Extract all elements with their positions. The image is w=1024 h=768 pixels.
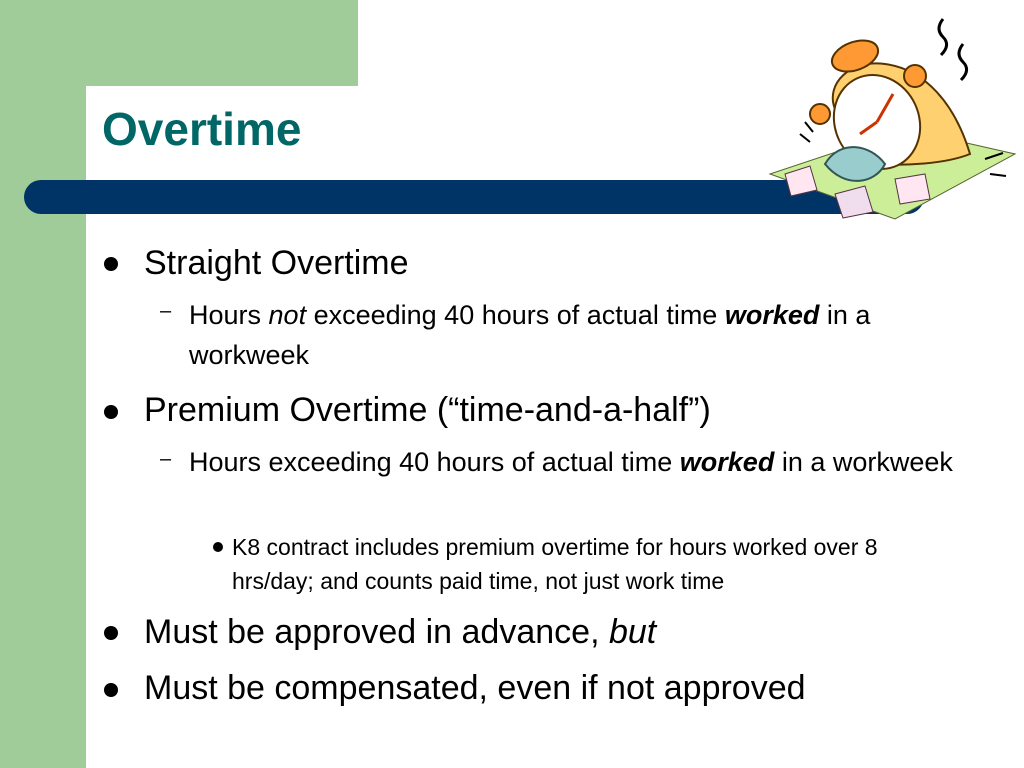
text-segment: in a workweek (189, 300, 871, 370)
bullet-approved-advance (144, 612, 656, 652)
dash-marker: – (160, 448, 172, 470)
left-green-band (0, 0, 86, 768)
bullet-compensated: Must be compensated, even if not approved (144, 669, 806, 707)
text-segment: Hours exceeding 40 hours of actual time (189, 447, 680, 477)
bullet-marker (104, 405, 118, 419)
dash-marker: – (160, 300, 172, 322)
bullet-marker (104, 257, 118, 271)
top-green-band (0, 0, 358, 86)
emphasis-but: but (608, 613, 657, 651)
sub-sub-bullet-k8: K8 contract includes premium overtime for hours worked over 8 hrs/day; and counts paid time, not just work time (232, 534, 878, 594)
sub-bullet-premium (189, 442, 979, 482)
text-segment: in a workweek (774, 447, 953, 477)
slide-title: Overtime (102, 103, 302, 155)
text-segment: Must be approved in advance, (144, 613, 609, 651)
bullet-straight-overtime: Straight Overtime (144, 244, 409, 282)
text-segment: Hours (189, 300, 269, 330)
melting-clock-icon (765, 14, 1020, 229)
emphasis-worked: worked (679, 447, 775, 477)
bullet-marker (104, 626, 118, 640)
text-segment: exceeding 40 hours of actual time (306, 300, 725, 330)
bullet-marker (104, 683, 118, 697)
sub-bullet-straight (189, 295, 989, 375)
bullet-premium-overtime: Premium Overtime (“time-and-a-half”) (144, 391, 711, 429)
emphasis-worked: worked (724, 300, 820, 330)
emphasis-not: not (268, 300, 307, 330)
small-bullet-marker (213, 542, 223, 552)
